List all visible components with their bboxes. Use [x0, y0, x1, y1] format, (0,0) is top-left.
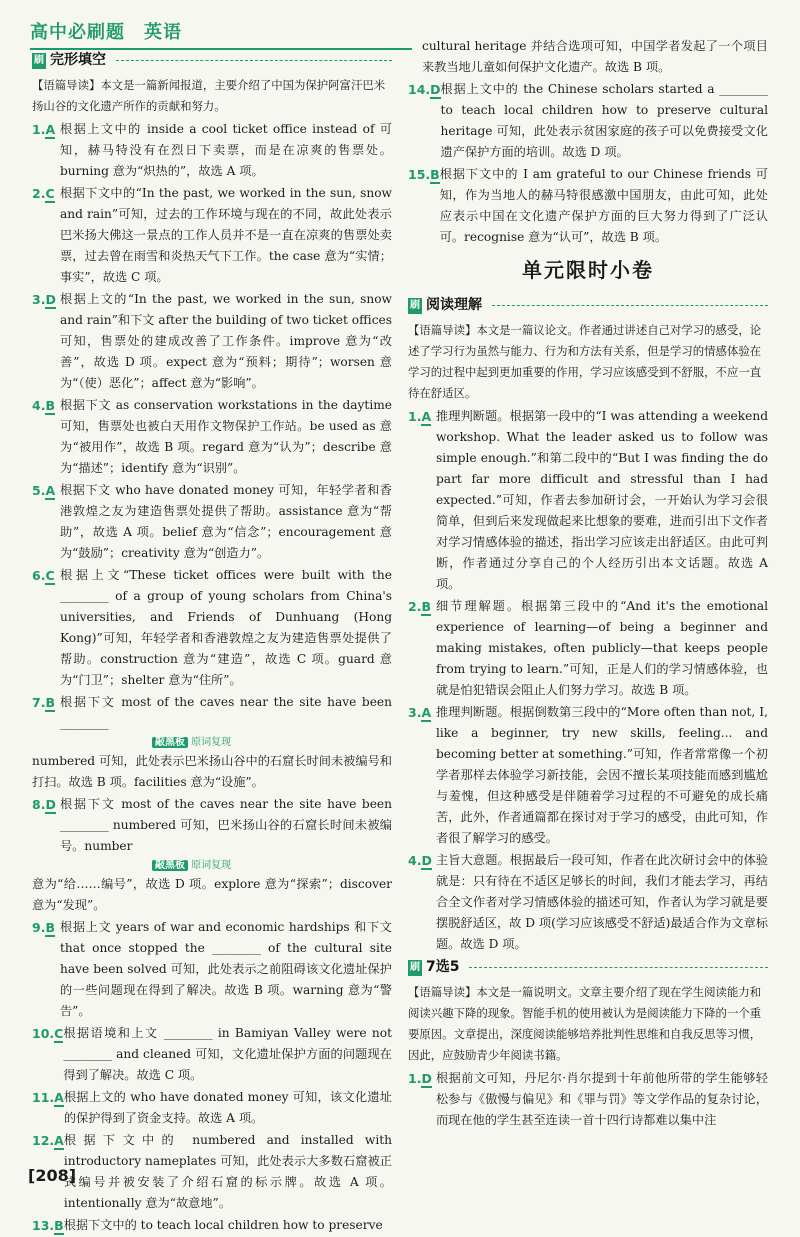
section-reading [408, 295, 768, 316]
answer-list [408, 406, 768, 955]
explanation-text: 细节理解题。根据第三段中的“And it's the emotional experience of learning—of being a beginner and making mistakes, often publicly—that keeps people from trying to learn.”可知，正是人们的学习情感体验，也就是怕犯错误会阻止人们努力学习。故选 B 项。 [436, 599, 768, 697]
answer-item [32, 1023, 392, 1086]
item-number: 3. [408, 705, 422, 720]
answer-item [32, 794, 392, 857]
answer-letter: D [421, 1071, 432, 1086]
answer-number [408, 702, 436, 849]
answer-number [408, 596, 436, 701]
answer-item [408, 850, 768, 955]
answer-item [32, 183, 392, 288]
answer-item [32, 289, 392, 394]
answer-letter: D [430, 82, 441, 97]
section-rule [492, 305, 768, 306]
section-seven-five [408, 957, 768, 978]
answer-item [32, 917, 392, 1022]
answer-item [408, 702, 768, 849]
answer-letter: B [54, 1218, 64, 1233]
explanation-text: 主旨大意题。根据最后一段可知，作者在此次研讨会中的体验就是：只有待在不适区足够长的时间，我们才能去学习，再结合全文作者对学习情感体验的描述可知，作者认为学习就是要摆脱舒适区，故 D 项(学习应该感受不舒适)最适合作为文章标题。故选 D 项。 [436, 853, 768, 951]
answer-number [408, 850, 436, 955]
answer-letter: D [45, 292, 56, 307]
brush-icon: 刷 [32, 53, 46, 69]
tip-text: 原词复现 [188, 737, 232, 748]
answer-item [32, 395, 392, 479]
answer-number [408, 79, 441, 163]
answer-letter: B [45, 398, 55, 413]
answer-number [32, 289, 60, 394]
answer-number [408, 164, 440, 248]
answer-item [32, 480, 392, 564]
explanation-text: 意为“给……编号”，故选 D 项。explore 意为“探索”；discover 意为“发现”。 [32, 877, 392, 912]
section-cloze [32, 50, 392, 71]
answer-number [32, 1023, 63, 1086]
tip-note [152, 735, 392, 751]
item-number: 10. [32, 1026, 55, 1041]
answer-number [32, 565, 60, 691]
explanation-text: 根据语境和上文 ________ in Bamiyan Valley were not ________ and cleaned 可知，文化遗址保护方面的问题现在得到了解决。故选 C 项。 [63, 1026, 392, 1082]
explanation-text: 根据上文中的 the Chinese scholars started a ________ to teach local children how to preserve cultural heritage 可知，此处表示贫困家庭的孩子可以免费接受文化遗产保护方面的培训。故选 D 项。 [440, 82, 768, 159]
explanation-text: 根据下文中的 I am grateful to our Chinese friends 可知，作为当地人的赫马特很感激中国朋友，由此可知，此处应表示中国在文化遗产保护方面的巨大努力得到了广泛认可。recognise 意为“认可”，故选 B 项。 [439, 167, 768, 244]
item-number: 4. [32, 398, 46, 413]
item-number: 8. [32, 797, 46, 812]
item-number: 2. [32, 186, 46, 201]
explanation-text: 推理判断题。根据倒数第三段中的“More often than not, I, like a beginner, try new skills, feeling... and becoming better at something.”可知，作者常常像一个初学者那样去体验学习新技能，会因不擅长某项技能而感到尴尬与羞愧，但这种感受是伴随着学习过程的不可避免的成长痛苦，此外，作者通篇都在探讨对于学习的感受，由此可知，作者很了解学习的感受。 [436, 705, 768, 845]
answer-letter: A [54, 1090, 64, 1105]
answer-letter: D [421, 853, 432, 868]
answer-item [408, 406, 768, 595]
passage-guide: 【语篇导读】本文是一篇新闻报道，主要介绍了中国为保护阿富汗巴米扬山谷的文化遗产所作的贡献和努力。 [32, 78, 386, 113]
answer-letter: B [45, 920, 55, 935]
tip-note [152, 858, 392, 874]
answer-item [32, 692, 392, 734]
answer-item [408, 596, 768, 701]
answer-number [32, 119, 60, 182]
item-number: 7. [32, 695, 46, 710]
item-number: 5. [32, 483, 46, 498]
brush-icon: 刷 [408, 960, 422, 976]
answer-item [32, 1087, 392, 1129]
item-number: 6. [32, 568, 46, 583]
answer-letter: A [421, 409, 432, 424]
item-number: 12. [32, 1133, 55, 1148]
section-rule [469, 967, 768, 968]
answer-number [32, 1215, 64, 1236]
answer-item [408, 164, 768, 248]
answer-letter: C [45, 186, 55, 201]
explanation-text: numbered 可知，此处表示巴米扬山谷中的石窟长时间未被编号和打扫。故选 B 项。facilities 意为“设施”。 [32, 754, 392, 789]
answer-letter: D [45, 797, 56, 812]
answer-letter: A [45, 122, 56, 137]
explanation-text: 根据上文“These ticket offices were built with the ________ of a group of young scholars from China's universities, and Friends of Dunhuang (Hong Kong)”可知，年轻学者和香港敦煌之友为建造售票处提供了帮助。construction 意为“建造”，故选 C 项。guard 意为“门卫”；shelter 意为“住所”。 [60, 568, 392, 687]
explanation-text: 根据上文的 who have donated money 可知，该文化遗址的保护得到了资金支持。故选 A 项。 [63, 1090, 392, 1125]
item-number: 15. [408, 167, 431, 182]
answer-letter: B [45, 695, 55, 710]
explanation-text: 根据下文 who have donated money 可知，年轻学者和香港敦煌之友为建造售票处提供了帮助。assistance 意为“帮助”，故选 A 项。belief 意为“信念”；encouragement 意为“鼓励”；creativity 意为“创造力”。 [60, 483, 392, 560]
answer-letter: B [421, 599, 431, 614]
tip-badge: 敲黑板 [152, 860, 188, 871]
item-number: 14. [408, 82, 431, 97]
answer-letter: C [54, 1026, 64, 1041]
item-number: 13. [32, 1218, 55, 1233]
explanation-text: 根据下文中的 to teach local children how to preserve [63, 1218, 383, 1232]
right-column [408, 36, 768, 1132]
item-number: 4. [408, 853, 422, 868]
item-number: 2. [408, 599, 422, 614]
left-column [32, 48, 392, 1237]
answer-number [408, 406, 436, 595]
explanation-text: 根据前文可知，丹尼尔·肖尔提到十年前他所带的学生能够轻松参与《傲慢与偏见》和《罪与罚》等文学作品的复杂讨论，而现在他的学生甚至连读一首十四行诗都难以集中注 [436, 1071, 768, 1127]
passage-guide: 【语篇导读】本文是一篇议论文。作者通过讲述自己对学习的感受，论述了学习行为虽然与能力、行为和方法有关系，但是学习的情感体验在学习的过程中起到更加重要的作用，学习应该感受到不舒服，不应一直待在舒适区。 [408, 323, 762, 400]
answer-letter: A [45, 483, 56, 498]
section-rule [116, 60, 392, 61]
header-title: 高中必刷题 英语 [30, 22, 182, 43]
explanation-text: 根据上文中的 inside a cool ticket office instead of 可知，赫马特没有在烈日下卖票，而是在凉爽的售票处。burning 意为“炽热的”，故选 A 项。 [60, 122, 392, 178]
unit-title: 单元限时小卷 [522, 258, 654, 282]
tip-text: 原词复现 [188, 860, 232, 871]
item-number: 3. [32, 292, 46, 307]
answer-number [32, 794, 60, 857]
answer-item [32, 119, 392, 182]
answer-item [32, 1215, 392, 1236]
answer-list [32, 119, 392, 1236]
item-number: 1. [408, 1071, 422, 1086]
answer-letter: B [430, 167, 440, 182]
answer-number [32, 395, 60, 479]
explanation-text: 根据下文 most of the caves near the site have been ________ [60, 695, 392, 730]
answer-number [32, 692, 60, 734]
page-number: [208] [28, 1166, 77, 1185]
answer-list [408, 1068, 768, 1131]
section-title: 7选5 [426, 959, 460, 975]
answer-item [32, 565, 392, 691]
answer-number [32, 480, 60, 564]
item-number: 1. [32, 122, 46, 137]
answer-number [32, 917, 60, 1022]
item-number: 9. [32, 920, 46, 935]
answer-list [408, 79, 768, 248]
explanation-text: 根据下文 most of the caves near the site have been ________ numbered 可知，巴米扬山谷的石窟长时间未被编号。number [60, 797, 392, 853]
answer-letter: A [54, 1133, 64, 1148]
answer-item [408, 79, 768, 163]
explanation-text: 推理判断题。根据第一段中的“I was attending a weekend workshop. What the leader asked us to follow was simple enough.”和第二段中的“But I was finding the do part far more difficult and stressful than I had expected.”可知，作者去参加研讨会，一开始认为学习会很简单，但到后来发现做起来比想象的要难，进而引出下文作者对学习情感体验的描述，指出学习应该走出舒适区。由此可判断，作者通过分享自己的个人经历引出本文话题。故选 A 项。 [436, 409, 768, 591]
answer-letter: A [421, 705, 432, 720]
explanation-text: 根据下文 as conservation workstations in the daytime 可知，售票处也被白天用作文物保护工作站。be used as 意为“被用作”，故选 B 项。regard 意为“认为”；describe 意为“描述”；identify 意为“识别”。 [60, 398, 392, 475]
section-title: 阅读理解 [426, 297, 482, 313]
item-number: 1. [408, 409, 422, 424]
tip-badge: 敲黑板 [152, 737, 188, 748]
item-number: 11. [32, 1090, 55, 1105]
answer-letter: C [45, 568, 55, 583]
explanation-text: 根据下文中的“In the past, we worked in the sun, snow and rain”可知，过去的工作环境与现在的不同，故此处表示巴米扬大佛这一景点的工作人员并不是一直在凉爽的售票处卖票，过去曾在雨雪和炎热天气下工作。the case 意为“实情；事实”，故选 C 项。 [60, 186, 392, 284]
answer-item [408, 1068, 768, 1131]
brush-icon: 刷 [408, 298, 422, 314]
explanation-text: 根据上文 years of war and economic hardships 和下文 that once stopped the ________ of the cultural site have been solved 可知，此处表示之前阻碍该文化遗址保护的一些问题现在得到了解决。故选 B 项。warning 意为“警告”。 [60, 920, 392, 1018]
passage-guide: 【语篇导读】本文是一篇说明文。文章主要介绍了现在学生阅读能力和阅读兴趣下降的现象。智能手机的使用被认为是阅读能力下降的一个重要原因。文章提出，深度阅读能够培养批判性思维和自我反思等习惯，因此，应鼓励青少年阅读书籍。 [408, 985, 762, 1062]
answer-number [32, 1087, 64, 1129]
answer-number [408, 1068, 436, 1131]
explanation-text: 根据下文中的 numbered and installed with introductory nameplates 可知，此处表示大多数石窟被正式编号并被安装了介绍石窟的标示牌。故选 A 项。intentionally 意为“故意地”。 [63, 1133, 392, 1210]
section-title: 完形填空 [50, 52, 106, 68]
explanation-text: 根据上文的“In the past, we worked in the sun, snow and rain”和下文 after the building of two ticket offices 可知，售票处的建成改善了工作条件。improve 意为“改善”，故选 D 项。expect 意为“预料；期待”；worsen 意为“（使）恶化”；affect 意为“影响”。 [60, 292, 392, 390]
answer-item [32, 1130, 392, 1214]
continued-text: cultural heritage 并结合选项可知，中国学者发起了一个项目来教当地儿童如何保护文化遗产。故选 B 项。 [422, 39, 768, 74]
answer-number [32, 183, 60, 288]
